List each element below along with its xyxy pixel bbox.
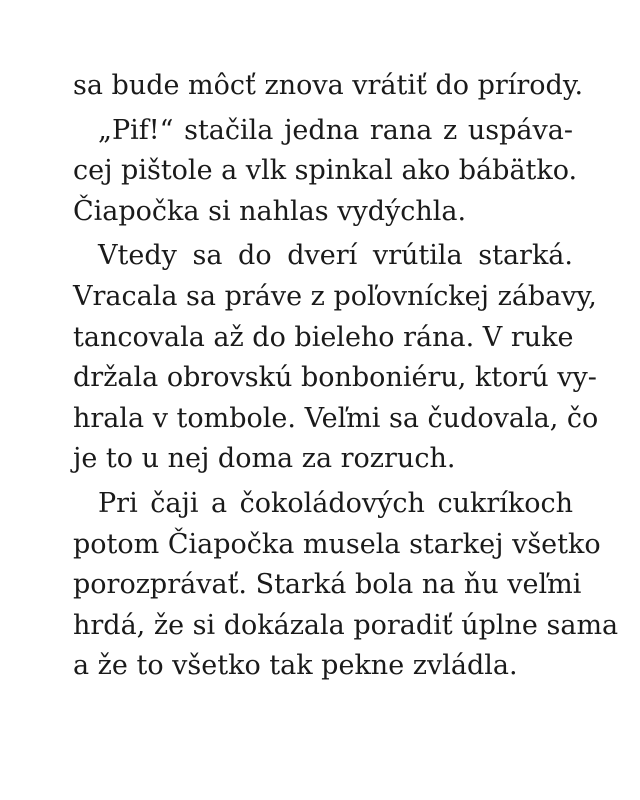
paragraph-starka	[73, 236, 599, 480]
text-line: potom Čiapočka musela starkej všetko	[73, 528, 601, 560]
text-line: držala obrovskú bonboniéru, ktorú vy-	[73, 362, 597, 394]
body-text	[73, 66, 619, 687]
text-line: a že to všetko tak pekne zvládla.	[73, 650, 518, 682]
paragraph-continuation	[73, 66, 584, 107]
text-line: Pri čaji a čokoládových cukríkoch	[98, 487, 573, 519]
text-line: hrdá, že si dokázala poradiť úplne sama	[73, 609, 619, 641]
text-line: Čiapočka si nahlas vydýchla.	[73, 195, 467, 227]
text-line: porozprávať. Starká bola na ňu veľmi	[73, 569, 582, 601]
paragraph-caj	[73, 484, 619, 687]
text-line: Vracala sa práve z poľovníckej zábavy,	[73, 280, 597, 312]
text-line: je to u nej doma za rozruch.	[73, 443, 456, 475]
text-line: sa bude môcť znova vrátiť do prírody.	[73, 70, 584, 101]
text-line: tancovala až do bieleho rána. V ruke	[73, 321, 574, 353]
text-line: Vtedy sa do dverí vrútila starká.	[98, 240, 573, 272]
text-line: „Pif!“ stačila jedna rana z uspáva-	[98, 114, 573, 146]
text-line: cej pištole a vlk spinkal ako bábätko.	[73, 155, 578, 187]
text-line: hrala v tombole. Veľmi sa čudovala, čo	[73, 402, 599, 434]
paragraph-pif	[73, 111, 578, 233]
